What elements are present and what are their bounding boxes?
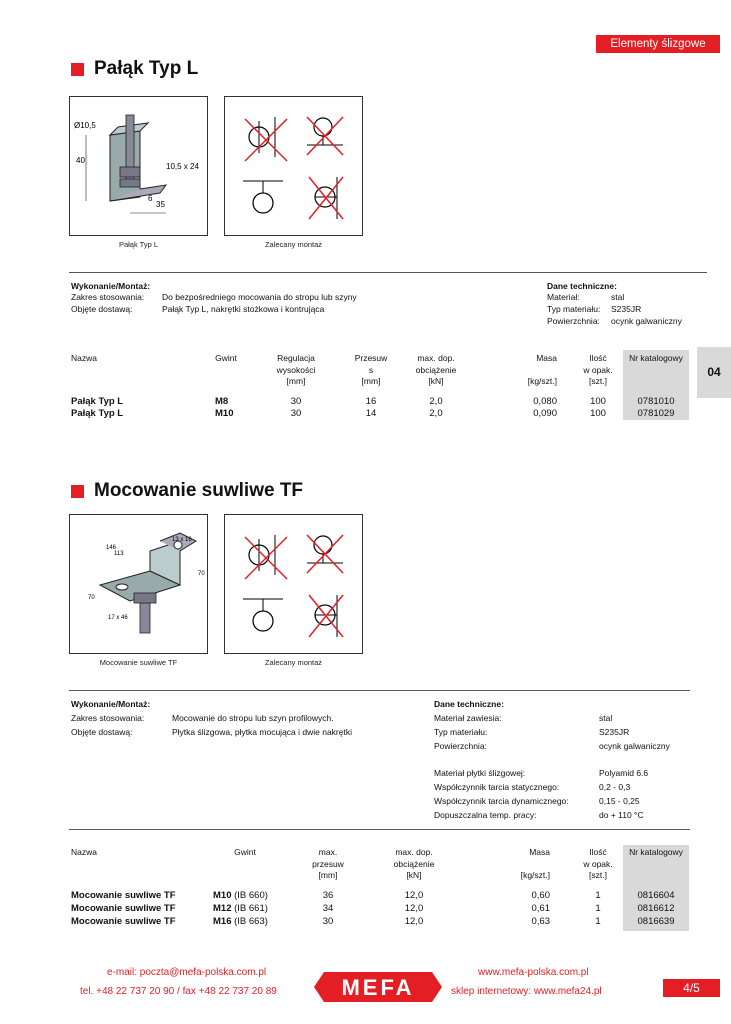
tech-value: 0,2 - 0,3 bbox=[599, 782, 631, 792]
dim-6: 6 bbox=[148, 194, 153, 203]
tech-label: Typ materiału: bbox=[434, 727, 488, 737]
row-nazwa: Pałąk Typ L bbox=[71, 396, 124, 407]
tech-value: S235JR bbox=[599, 727, 630, 737]
row-reg: 30 bbox=[290, 396, 302, 407]
row-ilosc: 100 bbox=[590, 396, 606, 407]
row-nr: 0781029 bbox=[637, 408, 675, 419]
row-gwint: M12 (IB 661) bbox=[213, 903, 268, 914]
footer-shop[interactable]: sklep internetowy: www.mefa24.pl bbox=[451, 986, 602, 997]
objete-value-2: Płytka ślizgowa, płytka mocująca i dwie nakrętki bbox=[172, 727, 352, 737]
tech-label: Dopuszczalna temp. pracy: bbox=[434, 810, 537, 820]
col-gwint-2: Gwint bbox=[234, 847, 256, 857]
row-obc: 2,0 bbox=[429, 396, 443, 407]
mounting-drawing-2 bbox=[225, 515, 364, 655]
tech-label: Współczynnik tarcia statycznego: bbox=[434, 782, 560, 792]
col-ilosc-1: Ilość w opak. [szt.] bbox=[583, 353, 613, 386]
material-value-1: stal bbox=[611, 292, 625, 302]
row-reg: 30 bbox=[290, 408, 302, 419]
dim-13x16: 13 x 16 bbox=[172, 537, 192, 543]
mounting-image-1 bbox=[224, 96, 363, 236]
objete-label-2: Objęte dostawą: bbox=[71, 727, 133, 737]
palak-drawing bbox=[70, 97, 209, 237]
divider bbox=[69, 272, 707, 273]
dim-35: 35 bbox=[156, 200, 165, 209]
col-prz-1: Przesuw s [mm] bbox=[354, 353, 388, 386]
caption-mounting-1: Zalecany montaż bbox=[264, 240, 323, 249]
col-gwint-1: Gwint bbox=[215, 353, 237, 363]
tech-value: stal bbox=[599, 713, 613, 723]
wyk-title-2: Wykonanie/Montaż: bbox=[71, 699, 151, 709]
row-obc: 12,0 bbox=[404, 890, 424, 901]
title-marker bbox=[71, 485, 84, 498]
col-prz-2: max. przesuw [mm] bbox=[312, 847, 344, 880]
col-nr-1: Nr katalogowy bbox=[629, 353, 683, 363]
tech-value: 0,15 - 0,25 bbox=[599, 796, 640, 806]
tech-label: Materiał płytki ślizgowej: bbox=[434, 768, 526, 778]
pow-label-1: Powierzchnia: bbox=[547, 316, 600, 326]
svg-text:MEFA: MEFA bbox=[341, 975, 415, 1000]
row-gwint: M10 (IB 660) bbox=[213, 890, 268, 901]
title-marker bbox=[71, 63, 84, 76]
mefa-logo bbox=[314, 968, 442, 1006]
zakres-value-1: Do bezpośredniego mocowania do stropu lub szyny bbox=[162, 292, 357, 302]
objete-value-1: Pałąk Typ L, nakrętki stożkowa i kontrująca bbox=[162, 304, 325, 314]
footer-phone: tel. +48 22 737 20 90 / fax +48 22 737 20 89 bbox=[80, 986, 277, 997]
product-image-tf bbox=[69, 514, 208, 654]
zakres-value-2: Mocowanie do stropu lub szyn profilowych. bbox=[172, 713, 334, 723]
col-masa-1: Masa [kg/szt.] bbox=[527, 353, 557, 386]
col-ilosc-2: Ilość w opak. [szt.] bbox=[583, 847, 613, 880]
typ-value-1: S235JR bbox=[611, 304, 642, 314]
category-tag: Elementy ślizgowe bbox=[596, 35, 720, 53]
divider bbox=[69, 829, 690, 830]
dim-113: 113 bbox=[114, 551, 124, 557]
row-obc: 12,0 bbox=[404, 903, 424, 914]
row-obc: 12,0 bbox=[404, 916, 424, 927]
wyk-title-1: Wykonanie/Montaż: bbox=[71, 281, 151, 291]
row-nr: 0816612 bbox=[637, 903, 675, 914]
caption-tf: Mocowanie suwliwe TF bbox=[99, 658, 178, 667]
dim-17x46: 17 x 46 bbox=[108, 615, 128, 621]
tf-drawing bbox=[70, 515, 209, 655]
dim-diameter: Ø10,5 bbox=[74, 121, 96, 130]
section2-title bbox=[71, 480, 303, 502]
row-nr: 0816639 bbox=[637, 916, 675, 927]
zakres-label-2: Zakres stosowania: bbox=[71, 713, 145, 723]
zakres-label-1: Zakres stosowania: bbox=[71, 292, 145, 302]
section2-title-text: Mocowanie suwliwe TF bbox=[94, 480, 304, 501]
objete-label-1: Objęte dostawą: bbox=[71, 304, 133, 314]
row-nazwa: Mocowanie suwliwe TF bbox=[71, 890, 176, 901]
row-prz: 30 bbox=[322, 916, 334, 927]
row-ilosc: 1 bbox=[595, 903, 601, 914]
typ-label-1: Typ materiału: bbox=[547, 304, 601, 314]
pow-value-1: ocynk galwaniczny bbox=[611, 316, 682, 326]
col-obc-2: max. dop. obciążenie [kN] bbox=[393, 847, 435, 880]
material-label-1: Materiał: bbox=[547, 292, 580, 302]
col-masa-2: Masa [kg/szt.] bbox=[520, 847, 550, 880]
section1-title-text: Pałąk Typ L bbox=[94, 58, 199, 79]
footer-www[interactable]: www.mefa-polska.com.pl bbox=[478, 967, 589, 978]
row-ilosc: 100 bbox=[590, 408, 606, 419]
col-nr-2: Nr katalogowy bbox=[629, 847, 683, 857]
row-ilosc: 1 bbox=[595, 916, 601, 927]
row-masa: 0,61 bbox=[531, 903, 550, 914]
col-nazwa-2: Nazwa bbox=[71, 847, 97, 857]
row-masa: 0,080 bbox=[533, 396, 557, 407]
row-ilosc: 1 bbox=[595, 890, 601, 901]
row-nr: 0781010 bbox=[637, 396, 675, 407]
footer-email[interactable]: e-mail: poczta@mefa-polska.com.pl bbox=[107, 967, 267, 978]
tech-value: Polyamid 6.6 bbox=[599, 768, 649, 778]
dane-title-2: Dane techniczne: bbox=[434, 699, 504, 709]
row-nazwa: Mocowanie suwliwe TF bbox=[71, 903, 176, 914]
col-obc-1: max. dop. obciążenie [kN] bbox=[415, 353, 457, 386]
row-gwint: M10 bbox=[215, 408, 234, 419]
tech-value: ocynk galwaniczny bbox=[599, 741, 670, 751]
product-image-palak bbox=[69, 96, 208, 236]
dim-slot: 10,5 x 24 bbox=[166, 162, 199, 171]
dim-70a: 70 bbox=[198, 571, 205, 577]
mounting-image-2 bbox=[224, 514, 363, 654]
row-nazwa: Mocowanie suwliwe TF bbox=[71, 916, 176, 927]
row-masa: 0,090 bbox=[533, 408, 557, 419]
tech-label: Materiał zawiesia: bbox=[434, 713, 502, 723]
divider bbox=[69, 690, 690, 691]
caption-mounting-2: Zalecany montaż bbox=[264, 658, 323, 667]
row-prz: 14 bbox=[365, 408, 377, 419]
col-reg-1: Regulacja wysokości [mm] bbox=[276, 353, 316, 386]
row-nr: 0816604 bbox=[637, 890, 675, 901]
row-prz: 36 bbox=[322, 890, 334, 901]
tech-value: do + 110 °C bbox=[599, 810, 644, 820]
dim-70b: 70 bbox=[88, 595, 95, 601]
col-nazwa-1: Nazwa bbox=[71, 353, 97, 363]
tech-label: Powierzchnia: bbox=[434, 741, 487, 751]
section1-title bbox=[71, 58, 198, 80]
row-prz: 16 bbox=[365, 396, 377, 407]
page-number: 4/5 bbox=[663, 979, 720, 997]
row-gwint: M8 bbox=[215, 396, 229, 407]
dim-40: 40 bbox=[76, 156, 85, 165]
caption-palak: Pałąk Typ L bbox=[118, 240, 159, 249]
row-nazwa: Pałąk Typ L bbox=[71, 408, 124, 419]
mounting-drawing-1 bbox=[225, 97, 364, 237]
row-masa: 0,63 bbox=[531, 916, 550, 927]
tech-label: Współczynnik tarcia dynamicznego: bbox=[434, 796, 569, 806]
dane-title-1: Dane techniczne: bbox=[547, 281, 617, 291]
row-gwint: M16 (IB 663) bbox=[213, 916, 268, 927]
row-obc: 2,0 bbox=[429, 408, 443, 419]
dim-146: 146 bbox=[106, 545, 117, 551]
chapter-tab: 04 bbox=[697, 347, 731, 398]
row-prz: 34 bbox=[322, 903, 334, 914]
row-masa: 0,60 bbox=[531, 890, 550, 901]
